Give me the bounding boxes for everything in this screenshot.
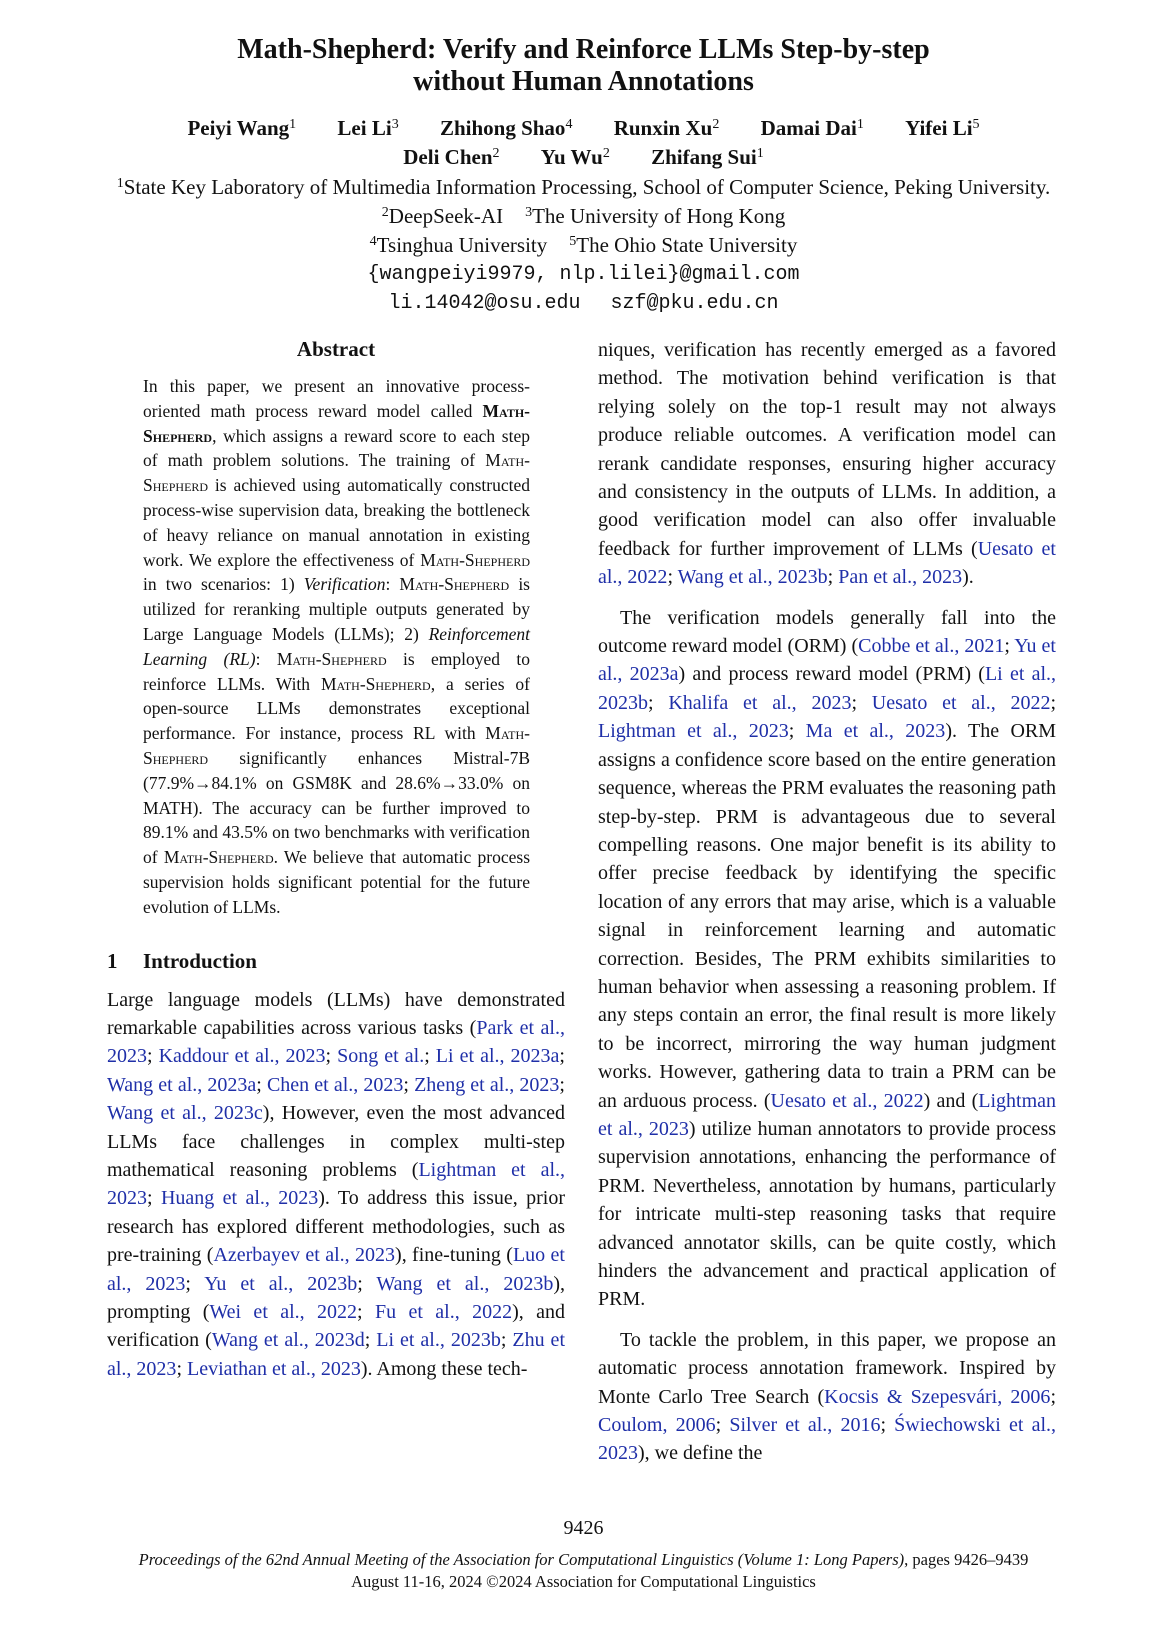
citation-link[interactable]: Lightman et al., 2023 [598,720,789,743]
left-column [107,336,565,1383]
citation-link[interactable]: Khalifa et al., 2023 [668,691,852,714]
citation-link[interactable]: Zhu et al., 2023 [107,1329,565,1380]
citation-link[interactable]: Li et al., 2023a [435,1045,560,1068]
intro-paragraph-3: The verification models generally fall into the outcome reward model (ORM) (Cobbe et al., 2021; Yu et al., 2023a) and process reward model (PRM) (Li et al., 2023b; Khalifa et al., 2023; Uesato et al., 2022; Lightman et al., 2023; Ma et al., 2023). The ORM assigns a confidence score based on the entire generation sequence, whereas the PRM evaluates the reasoning path step-by-step. PRM is advantageous due to several compelling reasons. One major benefit is its ability to offer precise feedback by identifying the specific location of any errors that may arise, which is a valuable signal in reinforcement learning and automatic correction. Besides, The PRM exhibits similarities to human behavior when assessing a reasoning problem. If any steps contain an error, the final result is more likely to be incorrect, mirroring the way human judgment works. However, gathering data to train a PRM can be an arduous process. (Uesato et al., 2022) and (Lightman et al., 2023) utilize human annotators to provide process supervision annotations, enhancing the performance of PRM. Nevertheless, annotation by humans, particularly for intricate multi-step reasoning tasks that require advanced annotator skills, can be quite costly, which hinders the advancement and practical application of PRM. [598,606,1057,1311]
citation-link[interactable]: Uesato et al., 2022 [871,691,1051,714]
footer-line-1: Proceedings of the 62nd Annual Meeting of the Association for Computational Linguistics (Volume 1: Long Papers), pages 9426–9439 [138,1550,1029,1569]
citation-link[interactable]: Yu et al., 2023a [598,635,1056,686]
author: Yu Wu$^2$ [540,145,610,169]
citation-link[interactable]: Uesato et al., 2022 [598,537,1056,589]
citation-link[interactable]: Silver et al., 2016 [729,1414,881,1437]
citation-link[interactable]: Li et al., 2023b [376,1329,501,1352]
affiliation-1: $^1$State Key Laboratory of Multimedia Information Processing, School of Computer Science, Peking University. [116,175,1051,199]
page-number: 9426 [563,1517,604,1539]
citation-link[interactable]: Luo et al., 2023 [107,1244,565,1295]
citation-link[interactable]: Cobbe et al., 2021 [858,635,1005,658]
right-column [598,336,1056,1468]
citation-link[interactable]: Yu et al., 2023b [204,1272,358,1295]
citation-link[interactable]: Wang et al., 2023b [677,566,828,589]
author-list [0,114,1167,172]
citation-link[interactable]: Zheng et al., 2023 [414,1073,560,1096]
author-row-1 [0,114,1167,143]
author-row-2 [0,143,1167,172]
citation-link[interactable]: Huang et al., 2023 [160,1187,319,1210]
author: Zhifang Sui$^1$ [651,145,764,169]
paper-title [0,34,1167,98]
citation-link[interactable]: Wang et al., 2023d [211,1329,365,1352]
intro-paragraph-4: To tackle the problem, in this paper, we propose an automatic process annotation framework. Inspired by Monte Carlo Tree Search (Kocsis & Szepesvári, 2006; Coulom, 2006; Silver et al., 2016; Świechowski et al., 2023), we define the [598,1328,1056,1465]
author: Yifei Li$^5$ [905,116,980,140]
citation-link[interactable]: Wei et al., 2022 [209,1301,358,1323]
citation-link[interactable]: Pan et al., 2023 [838,566,963,589]
citation-link[interactable]: Świechowski et al., 2023 [598,1414,1056,1465]
title-line-1: Math-Shepherd: Verify and Reinforce LLMs Step-by-step [237,34,930,65]
author: Damai Dai$^1$ [760,116,864,140]
author: Zhihong Shao$^4$ [439,116,573,140]
title-line-2: without Human Annotations [413,66,754,97]
author: Runxin Xu$^2$ [613,116,720,140]
author: Deli Chen$^2$ [403,145,500,169]
proceedings-footer [0,1549,1167,1593]
citation-link[interactable]: Wang et al., 2023a [107,1073,257,1096]
citation-link[interactable]: Park et al., 2023 [107,1016,565,1068]
citation-link[interactable]: Wang et al., 2023b [376,1272,554,1295]
citation-link[interactable]: Leviathan et al., 2023 [187,1357,361,1380]
citation-link[interactable]: Ma et al., 2023 [805,720,946,743]
citation-link[interactable]: Chen et al., 2023 [266,1073,404,1096]
intro-paragraph-2: niques, verification has recently emerged as a favored method. The motivation behind verification is that relying solely on the top-1 result may not always produce reliable outcomes. A verification model can rerank candidate responses, ensuring higher accuracy and consistency in the outputs of LLMs. In addition, a good verification model can also offer invaluable feedback for further improvement of LLMs (Uesato et al., 2022; Wang et al., 2023b; Pan et al., 2023). [598,339,1056,589]
section-heading-introduction: 1 Introduction [107,948,257,973]
footer-line-2: August 11-16, 2024 ©2024 Association for Computational Linguistics [351,1572,816,1591]
affiliation-2: $^2$DeepSeek-AI $^3$The University of Hong Kong [381,204,786,228]
citation-link[interactable]: Lightman et al., 2023 [107,1158,565,1210]
citation-link[interactable]: Fu et al., 2022 [374,1301,513,1323]
author: Lei Li$^3$ [337,116,399,140]
citation-link[interactable]: Uesato et al., 2022 [770,1089,924,1112]
citation-link[interactable]: Kocsis & Szepesvári, 2006 [824,1385,1051,1408]
affiliations [0,173,1167,318]
citation-link[interactable]: Lightman et al., 2023 [598,1089,1057,1140]
author: Peiyi Wang$^1$ [187,116,297,140]
citation-link[interactable]: Song et al. [337,1045,425,1068]
citation-link[interactable]: Li et al., 2023b [598,663,1057,714]
abstract-text: In this paper, we present an innovative process-oriented math process reward model called Math-Shepherd, which assigns a reward score to each step of math problem solutions. The training of Math-Shepherd is achieved using automatically constructed process-wise supervision data, breaking the bottleneck of heavy reliance on manual annotation in existing work. We explore the effectiveness of Math-Shepherd in two scenarios: 1) Verification: Math-Shepherd is utilized for reranking multiple outputs generated by Large Language Models (LLMs); 2) Reinforcement Learning (RL): Math-Shepherd is employed to reinforce LLMs. With Math-Shepherd, a series of open-source LLMs demonstrates exceptional performance. For instance, process RL with Math-Shepherd significantly enhances Mistral-7B (77.9%→84.1% on GSM8K and 28.6%→33.0% on MATH). The accuracy can be further improved to 89.1% and 43.5% on two benchmarks with verification of Math-Shepherd. We believe that automatic process supervision holds significant potential for the future evolution of LLMs. [143,376,531,917]
email-line-2: li.14042@osu.edu szf@pku.edu.cn [388,292,779,315]
intro-paragraph-1: Large language models (LLMs) have demonstrated remarkable capabilities across various tasks (Park et al., 2023; Kaddour et al., 2023; Song et al.; Li et al., 2023a; Wang et al., 2023a; Chen et al., 2023; Zheng et al., 2023; Wang et al., 2023c), However, even the most advanced LLMs face challenges in complex multi-step mathematical reasoning problems (Lightman et al., 2023; Huang et al., 2023). To address this issue, prior research has explored different methodologies, such as pre-training (Azerbayev et al., 2023), fine-tuning (Luo et al., 2023; Yu et al., 2023b; Wang et al., 2023b), prompting (Wei et al., 2022; Fu et al., 2022), and verification (Wang et al., 2023d; Li et al., 2023b; Zhu et al., 2023; Leviathan et al., 2023). Among these tech- [107,988,565,1380]
citation-link[interactable]: Coulom, 2006 [598,1414,716,1437]
abstract-heading: Abstract [296,337,376,361]
citation-link[interactable]: Kaddour et al., 2023 [158,1045,326,1068]
citation-link[interactable]: Wang et al., 2023c [107,1102,263,1125]
email-line-1: {wangpeiyi9979, nlp.lilei}@gmail.com [367,263,800,286]
citation-link[interactable]: Azerbayev et al., 2023 [213,1244,396,1267]
affiliation-3: $^4$Tsinghua University $^5$The Ohio State University [369,233,798,257]
